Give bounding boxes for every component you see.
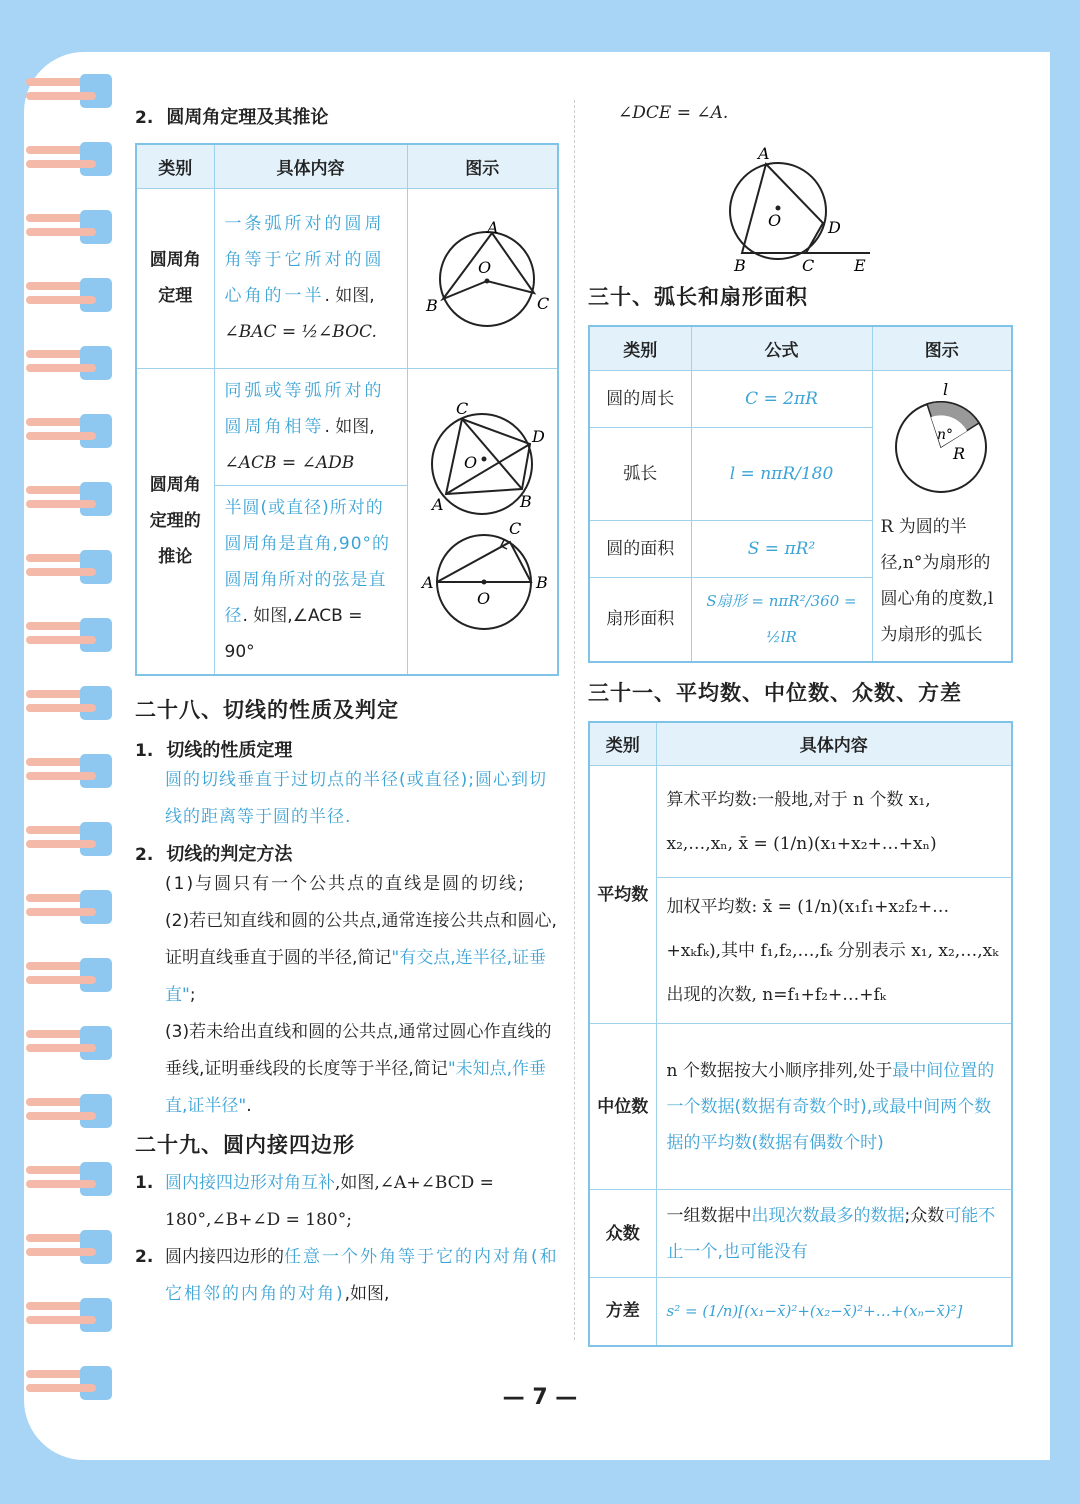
binding-ring (26, 614, 116, 658)
exterior-angle-formula: ∠DCE = ∠A. (618, 103, 729, 123)
row-category: 众数 (589, 1190, 656, 1278)
binding-ring (26, 478, 116, 522)
row-category: 扇形面积 (589, 578, 691, 662)
circle-diagram (412, 211, 552, 341)
quad-blue-text: 任意一个外角等于它的内对角(和它相邻的内角的对角) (165, 1246, 559, 1304)
variance-formula: s² = (1/n)[(x₁−x̄)²+(x₂−x̄)²+…+(xₙ−x̄)²] (656, 1278, 1012, 1346)
row-content (214, 368, 407, 485)
item-title: 切线的性质定理 (166, 739, 293, 761)
item-number: 2. (135, 1246, 154, 1267)
binding-ring (26, 138, 116, 182)
tangent-property-text: 圆的切线垂直于过切点的半径(或直径);圆心到切线的距离等于圆的半径. (165, 769, 547, 827)
row-category: 平均数 (589, 766, 656, 1024)
svg-text:O: O (478, 258, 492, 277)
method-mnemonic: "有交点,连半径,证垂直" (165, 947, 547, 1005)
svg-text:C: C (537, 294, 550, 313)
section-heading: 三十一、平均数、中位数、众数、方差 (588, 680, 962, 705)
binding-ring (26, 1226, 116, 1270)
svg-text:l: l (942, 379, 948, 399)
theorem-formula: ∠BAC = ½∠BOC. (224, 322, 377, 342)
binding-ring (26, 1022, 116, 1066)
binding-ring (26, 750, 116, 794)
binding-ring (26, 546, 116, 590)
svg-text:R: R (952, 443, 965, 463)
corollary-text: 半圆(或直径)所对的圆周角是直角,90°的圆周角所对的弦是直径 (224, 497, 391, 626)
svg-text:A: A (758, 144, 770, 163)
section-heading: 二十八、切线的性质及判定 (135, 697, 399, 722)
inscribed-angle-table (135, 143, 559, 676)
row-category: 圆的周长 (589, 370, 691, 428)
formula-cell: S扇形 = nπR²/360 = ½lR (691, 578, 872, 662)
arc-sector-table (588, 325, 1013, 663)
row-content (214, 188, 407, 368)
method-end: . (246, 1095, 252, 1116)
binding-ring (26, 954, 116, 998)
svg-text:C: C (802, 256, 815, 275)
method-mnemonic: "未知点,作垂直,证半径" (165, 1058, 547, 1116)
svg-text:E: E (854, 256, 866, 275)
corollary-diagrams (412, 394, 552, 644)
section-heading: 二十九、圆内接四边形 (135, 1132, 355, 1157)
binding-ring (26, 682, 116, 726)
binding-ring (26, 342, 116, 386)
theorem-text: 一条弧所对的圆周角等于它所对的圆心角的一半 (224, 214, 385, 306)
item-number: 2. (135, 844, 154, 865)
right-column (588, 103, 1013, 1347)
mode-content (656, 1190, 1012, 1278)
tangent-method-3 (135, 1014, 560, 1125)
table-header: 类别 (589, 326, 691, 370)
table-header: 类别 (589, 722, 656, 766)
section-number: 2. (135, 108, 154, 128)
formula-cell: S = πR² (691, 520, 872, 578)
item-title: 切线的判定方法 (166, 843, 293, 865)
section-title: 圆周角定理及其推论 (166, 107, 329, 128)
binding-ring (26, 1294, 116, 1338)
svg-text:C: C (456, 399, 469, 418)
figure-cell (407, 368, 558, 675)
svg-text:B: B (520, 492, 533, 511)
quad-blue-text: 圆内接四边形对角互补 (165, 1172, 335, 1193)
binding-ring (26, 818, 116, 862)
binding-ring (26, 1158, 116, 1202)
corollary-suffix: . 如图,∠ACB = 90° (224, 605, 363, 662)
median-content (656, 1024, 1012, 1190)
tangent-method-2 (135, 903, 560, 1014)
svg-text:A: A (422, 573, 434, 592)
row-category: 圆周角定理 (136, 188, 214, 368)
binding-ring (26, 886, 116, 930)
corollary-suffix: . 如图, (324, 416, 375, 437)
theorem-suffix: . 如图, (324, 286, 375, 306)
figure-cell (407, 188, 558, 368)
item-number: 1. (135, 1172, 154, 1193)
svg-text:A: A (432, 495, 444, 514)
cyclic-quadrilateral-diagram (588, 131, 1013, 275)
row-category: 中位数 (589, 1024, 656, 1190)
svg-text:O: O (477, 589, 491, 608)
statistics-table (588, 721, 1013, 1347)
binding-ring (26, 1090, 116, 1134)
page-number: — 7 — (502, 1385, 578, 1410)
svg-text:D: D (532, 427, 546, 446)
svg-text:O: O (464, 453, 478, 472)
binding-ring (26, 410, 116, 454)
svg-text:B: B (426, 296, 439, 315)
binding-ring (26, 206, 116, 250)
method-text: (3)若未给出直线和圆的公共点,通常过圆心作直线的垂线,证明垂线段的长度等于半径,简记 (165, 1021, 552, 1079)
table-header: 图示 (872, 326, 1012, 370)
sector-note: R 为圆的半径,n°为扇形的圆心角的度数,l 为扇形的弧长 (880, 516, 994, 645)
table-header: 图示 (407, 144, 558, 188)
mode-blue-text: 出现次数最多的数据 (751, 1205, 905, 1226)
column-divider (574, 100, 575, 1340)
row-category: 弧长 (589, 428, 691, 521)
median-blue-text: 最中间位置的一个数据(数据有奇数个时),或最中间两个数据的平均数(数据有偶数个时) (666, 1060, 995, 1153)
quad-end: ,如图, (344, 1283, 390, 1304)
left-column (135, 103, 560, 1313)
formula-cell: l = nπR/180 (691, 428, 872, 521)
section-heading: 三十、弧长和扇形面积 (588, 285, 808, 309)
svg-text:A: A (487, 218, 499, 237)
mode-text: 一组数据中 (666, 1205, 752, 1226)
formula-cell: C = 2πR (691, 370, 872, 428)
quad-property-2 (135, 1239, 560, 1313)
mode-blue-text: 可能不止一个,也可能没有 (666, 1205, 996, 1262)
quad-rest-text: ,如图,∠A+∠BCD = 180°,∠B+∠D = 180°; (165, 1172, 494, 1230)
row-category: 圆的面积 (589, 520, 691, 578)
svg-text:O: O (768, 211, 782, 230)
svg-text:C: C (509, 519, 522, 538)
arithmetic-mean: 算术平均数:一般地,对于 n 个数 x₁, x₂,…,xₙ, x̄ = (1/n)(x₁+x₂+…+xₙ) (656, 766, 1012, 878)
weighted-mean: 加权平均数: x̄ = (1/n)(x₁f₁+x₂f₂+…+xₖfₖ),其中 f₁,f₂,…,fₖ 分别表示 x₁, x₂,…,xₖ 出现的次数, n=f₁+f₂+…+fₖ (656, 878, 1012, 1024)
quad-text: 圆内接四边形的 (165, 1246, 284, 1267)
quad-property-1 (135, 1165, 560, 1239)
mode-text: ;众数 (904, 1205, 945, 1226)
binding-ring (26, 70, 116, 114)
svg-text:B: B (734, 256, 746, 275)
svg-text:B: B (536, 573, 549, 592)
method-end: ; (189, 984, 196, 1005)
row-content (214, 485, 407, 675)
tangent-method-1: (1)与圆只有一个公共点的直线是圆的切线; (165, 873, 526, 894)
median-text: n 个数据按大小顺序排列,处于 (666, 1060, 893, 1081)
item-number: 1. (135, 740, 154, 761)
corollary-formula: ∠ACB = ∠ADB (224, 452, 355, 473)
row-category: 方差 (589, 1278, 656, 1346)
table-header: 类别 (136, 144, 214, 188)
binding-ring (26, 274, 116, 318)
table-header: 具体内容 (656, 722, 1012, 766)
figure-cell (872, 370, 1012, 662)
svg-text:D: D (828, 218, 841, 237)
row-category: 圆周角定理的推论 (136, 368, 214, 675)
corollary-text: 同弧或等弧所对的圆周角相等 (224, 380, 385, 437)
table-header: 公式 (691, 326, 872, 370)
svg-text:n°: n° (936, 426, 953, 443)
table-header: 具体内容 (214, 144, 407, 188)
method-text: (2)若已知直线和圆的公共点,通常连接公共点和圆心,证明直线垂直于圆的半径,简记 (165, 910, 557, 968)
sector-diagram (881, 379, 1001, 499)
